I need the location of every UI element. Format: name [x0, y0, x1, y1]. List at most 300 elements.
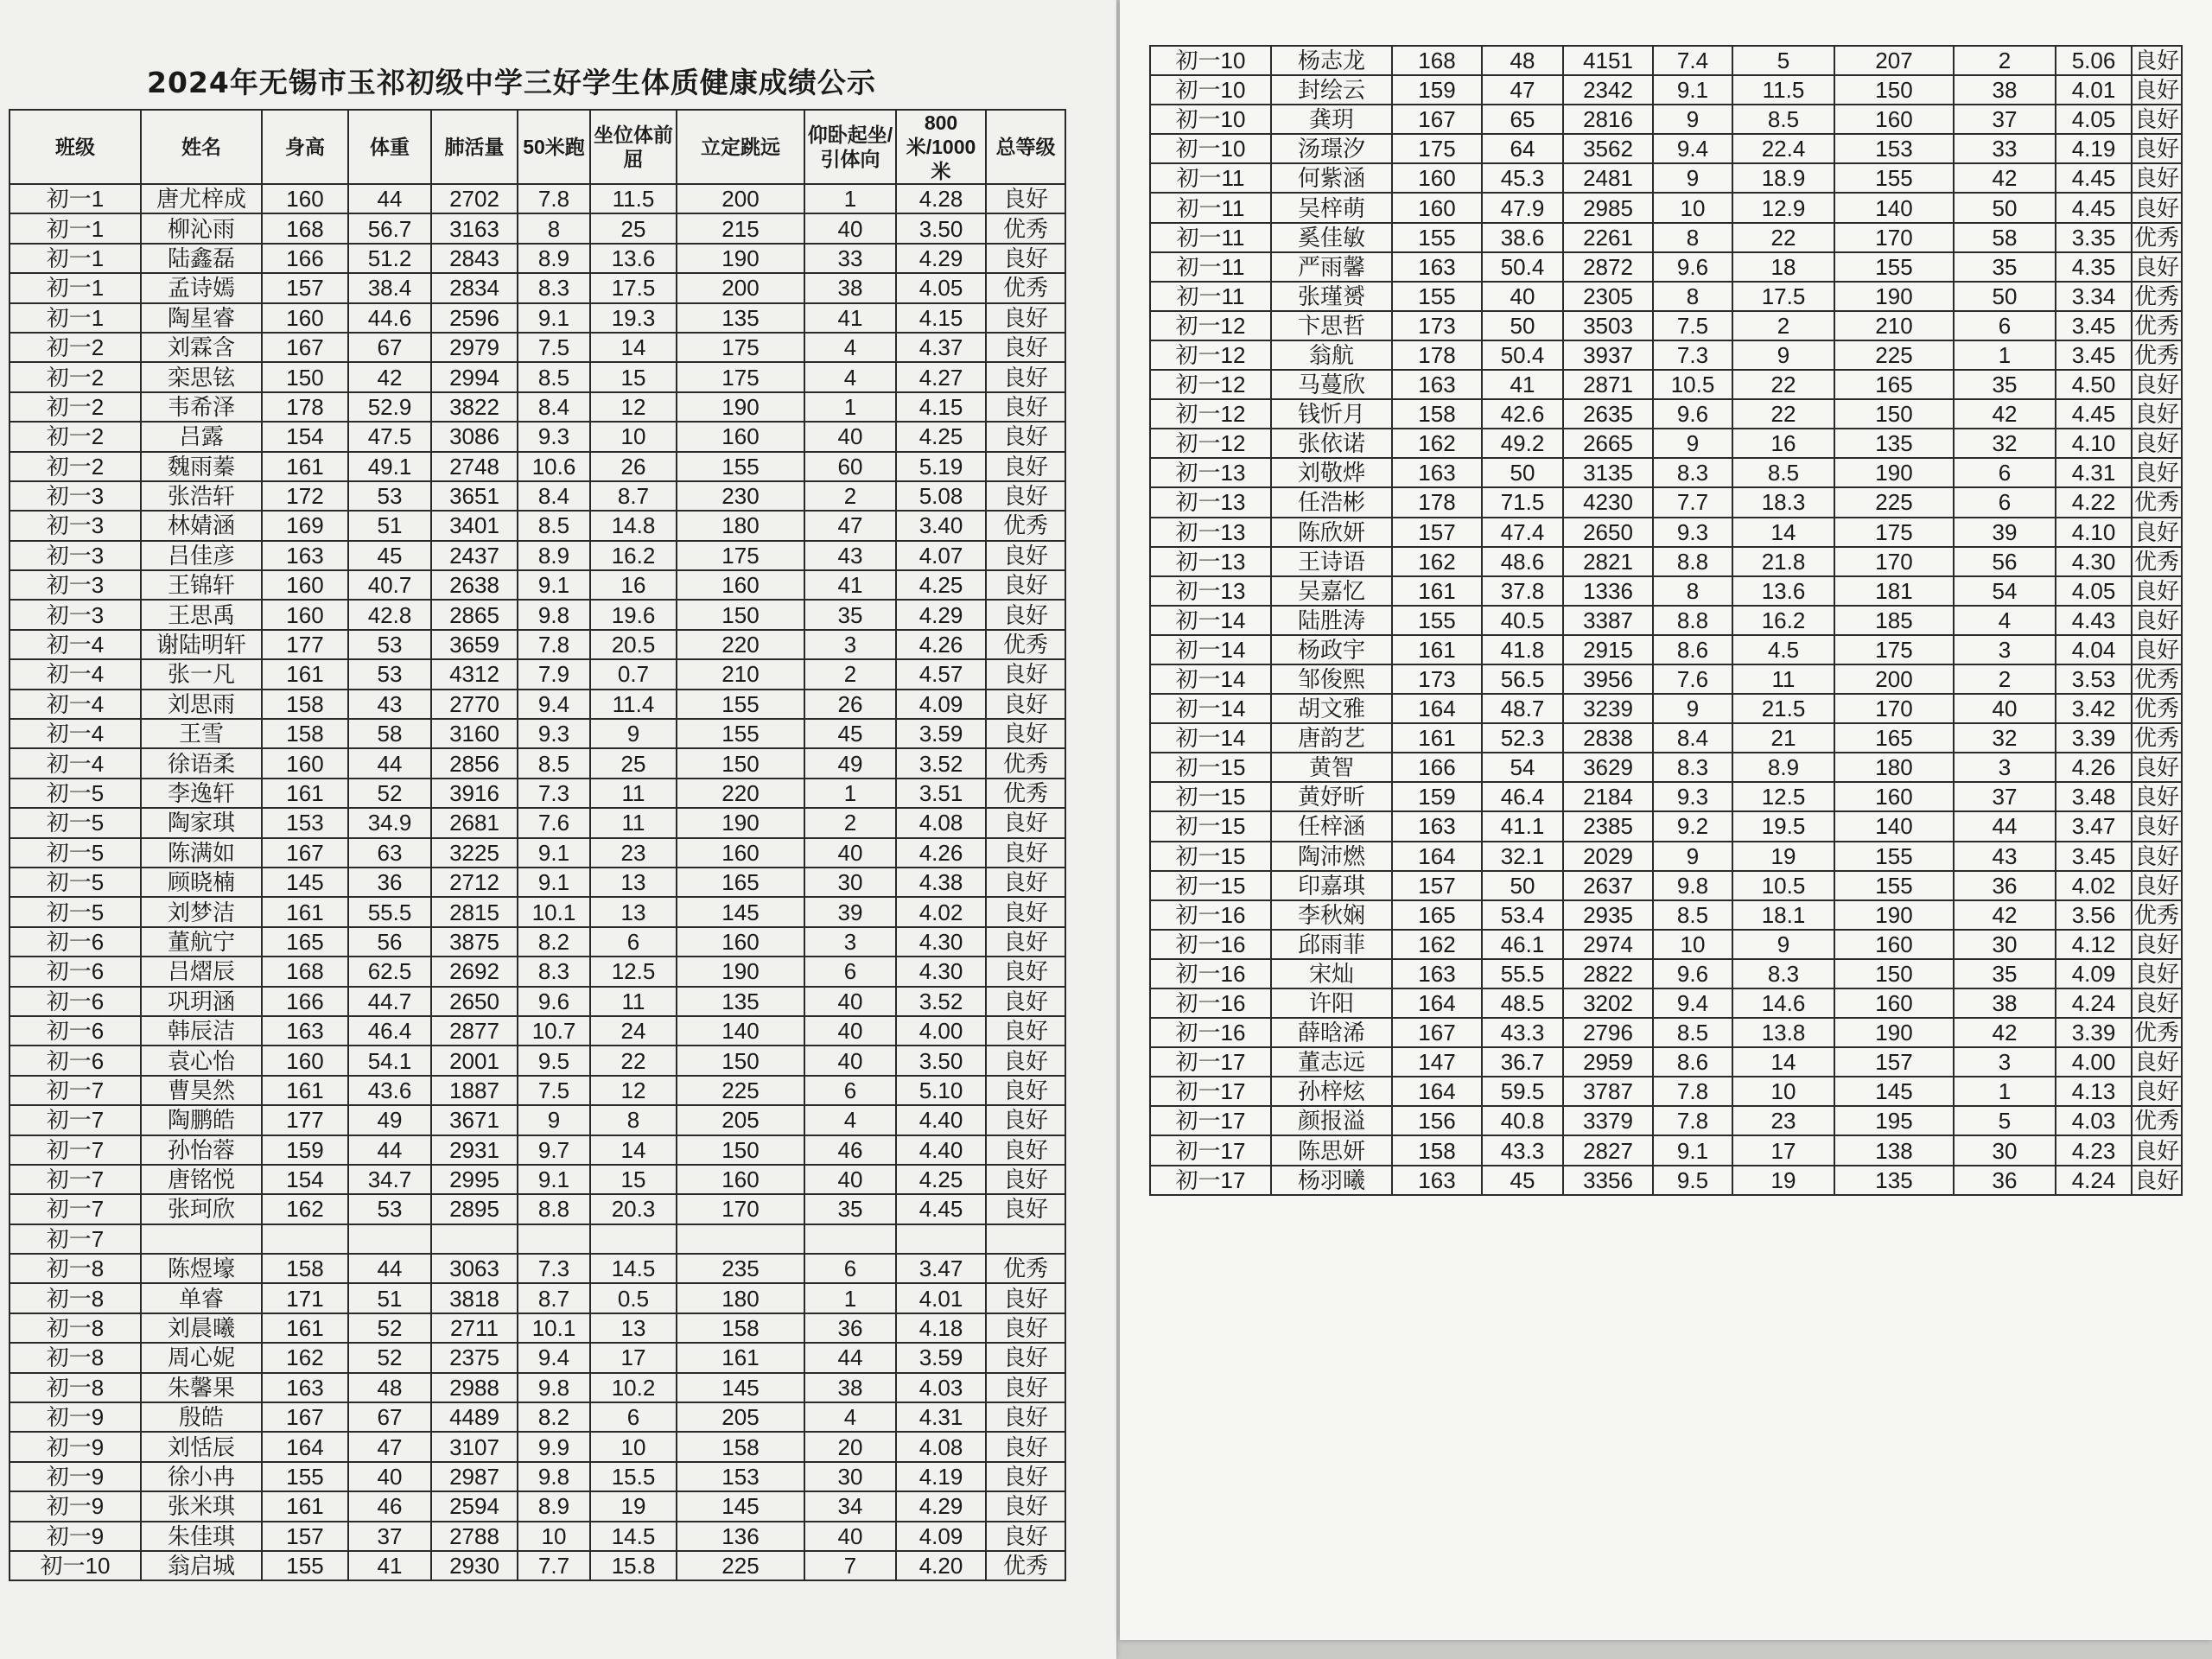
long-jump-cell: 150: [677, 600, 804, 629]
run-50m-cell: 7.7: [1653, 487, 1732, 517]
student-name-cell: 朱馨果: [141, 1373, 262, 1402]
table-row: [10, 630, 1065, 659]
sit-and-reach-cell: 11.5: [590, 184, 677, 213]
sit-and-reach-cell: 11: [590, 779, 677, 808]
student-name-cell: 张浩轩: [141, 481, 262, 511]
overall-grade-cell: 良好: [986, 808, 1065, 837]
long-jump-cell: 138: [1834, 1135, 1954, 1165]
run-800m-1000m-cell: 4.24: [2056, 988, 2132, 1018]
fitness-results-table-left: [9, 109, 1066, 1581]
class-cell: 初一5: [10, 838, 141, 868]
run-50m-cell: 8.9: [518, 244, 590, 273]
situps-pullups-cell: 26: [804, 690, 896, 719]
sit-and-reach-cell: 22: [590, 1046, 677, 1075]
overall-grade-cell: 良好: [986, 184, 1065, 213]
student-name-cell: 孙怡蓉: [141, 1135, 262, 1165]
weight-cell: 47.5: [348, 422, 431, 451]
class-cell: 初一12: [1150, 399, 1271, 429]
run-50m-cell: 8.5: [518, 748, 590, 778]
long-jump-cell: 150: [1834, 75, 1954, 105]
class-cell: 初一2: [10, 333, 141, 362]
run-50m-cell: 9.7: [518, 1135, 590, 1165]
lung-capacity-cell: 2001: [431, 1046, 518, 1075]
class-cell: 初一1: [10, 303, 141, 333]
long-jump-cell: 155: [677, 452, 804, 481]
run-800m-1000m-cell: 3.45: [2056, 842, 2132, 871]
long-jump-cell: 145: [677, 1373, 804, 1402]
height-cell: 154: [262, 1165, 348, 1194]
student-name-cell: 董志远: [1271, 1047, 1392, 1077]
class-cell: 初一6: [10, 1046, 141, 1075]
lung-capacity-cell: 3629: [1563, 753, 1653, 782]
run-800m-1000m-cell: 4.05: [2056, 105, 2132, 134]
weight-cell: 52: [348, 779, 431, 808]
sit-and-reach-cell: [590, 1224, 677, 1254]
long-jump-cell: 195: [1834, 1106, 1954, 1135]
weight-cell: 50: [1482, 458, 1563, 487]
run-800m-1000m-cell: 4.27: [896, 362, 986, 391]
run-800m-1000m-cell: 4.15: [896, 303, 986, 333]
lung-capacity-cell: 2385: [1563, 811, 1653, 841]
weight-cell: 46.1: [1482, 930, 1563, 959]
class-cell: 初一6: [10, 957, 141, 986]
run-50m-cell: 7.7: [518, 1551, 590, 1580]
table-row: [10, 452, 1065, 481]
class-cell: 初一8: [10, 1254, 141, 1283]
height-cell: 157: [1392, 871, 1482, 900]
long-jump-cell: 225: [677, 1076, 804, 1105]
run-800m-1000m-cell: 4.20: [896, 1551, 986, 1580]
class-cell: 初一3: [10, 570, 141, 600]
run-50m-cell: 8.2: [518, 1402, 590, 1432]
table-row: [1150, 606, 2182, 635]
overall-grade-cell: 良好: [2132, 252, 2182, 282]
lung-capacity-cell: 3503: [1563, 311, 1653, 340]
long-jump-cell: 153: [677, 1462, 804, 1491]
class-cell: 初一13: [1150, 458, 1271, 487]
height-cell: 161: [1392, 576, 1482, 606]
class-cell: 初一16: [1150, 930, 1271, 959]
overall-grade-cell: 良好: [986, 570, 1065, 600]
lung-capacity-cell: 4489: [431, 1402, 518, 1432]
run-800m-1000m-cell: 4.25: [896, 1165, 986, 1194]
weight-cell: 44: [348, 748, 431, 778]
height-cell: 164: [1392, 694, 1482, 723]
table-row: [1150, 576, 2182, 606]
run-50m-cell: 8.5: [1653, 900, 1732, 930]
student-name-cell: 王雪: [141, 719, 262, 748]
weight-cell: 37.8: [1482, 576, 1563, 606]
class-cell: 初一7: [10, 1105, 141, 1135]
table-row: [1150, 370, 2182, 399]
height-cell: 163: [1392, 811, 1482, 841]
sit-and-reach-cell: 4.5: [1732, 635, 1834, 664]
run-50m-cell: 9.5: [518, 1046, 590, 1075]
lung-capacity-cell: 1887: [431, 1076, 518, 1105]
sit-and-reach-cell: 18.3: [1732, 487, 1834, 517]
run-50m-cell: 9: [1653, 163, 1732, 193]
run-800m-1000m-cell: 4.25: [896, 570, 986, 600]
class-cell: 初一4: [10, 630, 141, 659]
overall-grade-cell: 良好: [2132, 458, 2182, 487]
sit-and-reach-cell: 8.5: [1732, 458, 1834, 487]
student-name-cell: 栾思铉: [141, 362, 262, 391]
situps-pullups-cell: 38: [804, 273, 896, 302]
class-cell: 初一10: [1150, 134, 1271, 163]
student-name-cell: 张瑾赟: [1271, 282, 1392, 311]
weight-cell: 40: [1482, 282, 1563, 311]
run-800m-1000m-cell: 4.57: [896, 659, 986, 689]
lung-capacity-cell: 2834: [431, 273, 518, 302]
height-cell: 163: [262, 1016, 348, 1046]
run-800m-1000m-cell: 4.40: [896, 1135, 986, 1165]
table-row: [10, 244, 1065, 273]
overall-grade-cell: 优秀: [2132, 723, 2182, 753]
run-800m-1000m-cell: 3.50: [896, 213, 986, 243]
situps-pullups-cell: 3: [1954, 635, 2056, 664]
long-jump-cell: 205: [677, 1402, 804, 1432]
overall-grade-cell: 良好: [986, 659, 1065, 689]
long-jump-cell: 180: [677, 511, 804, 540]
run-50m-cell: 9: [1653, 694, 1732, 723]
run-50m-cell: 8.4: [518, 481, 590, 511]
class-cell: 初一2: [10, 392, 141, 422]
overall-grade-cell: 良好: [986, 1165, 1065, 1194]
class-cell: 初一3: [10, 541, 141, 570]
run-50m-cell: 9.4: [518, 1343, 590, 1372]
situps-pullups-cell: 1: [804, 392, 896, 422]
student-name-cell: 奚佳敏: [1271, 223, 1392, 252]
overall-grade-cell: 良好: [986, 897, 1065, 926]
height-cell: 161: [1392, 635, 1482, 664]
class-cell: 初一15: [1150, 753, 1271, 782]
sit-and-reach-cell: 14.5: [590, 1254, 677, 1283]
student-name-cell: 曹昊然: [141, 1076, 262, 1105]
run-800m-1000m-cell: 4.26: [896, 630, 986, 659]
student-name-cell: 杨政宇: [1271, 635, 1392, 664]
overall-grade-cell: 良好: [986, 1343, 1065, 1372]
lung-capacity-cell: 2375: [431, 1343, 518, 1372]
overall-grade-cell: 良好: [986, 481, 1065, 511]
student-name-cell: [141, 1224, 262, 1254]
lung-capacity-cell: 3818: [431, 1283, 518, 1313]
table-row: [10, 1522, 1065, 1551]
weight-cell: 71.5: [1482, 487, 1563, 517]
run-800m-1000m-cell: 4.29: [896, 1491, 986, 1521]
sit-and-reach-cell: 9: [1732, 340, 1834, 370]
overall-grade-cell: 良好: [2132, 959, 2182, 988]
table-row: [10, 392, 1065, 422]
lung-capacity-cell: 3163: [431, 213, 518, 243]
run-800m-1000m-cell: 4.45: [2056, 163, 2132, 193]
sit-and-reach-cell: 11.5: [1732, 75, 1834, 105]
weight-cell: 50: [1482, 311, 1563, 340]
lung-capacity-cell: 2029: [1563, 842, 1653, 871]
run-50m-cell: 9.3: [518, 422, 590, 451]
table-row: [10, 808, 1065, 837]
run-800m-1000m-cell: 3.53: [2056, 664, 2132, 694]
sit-and-reach-cell: 15.5: [590, 1462, 677, 1491]
overall-grade-cell: 良好: [2132, 75, 2182, 105]
overall-grade-cell: 良好: [986, 333, 1065, 362]
student-name-cell: 任梓涵: [1271, 811, 1392, 841]
class-cell: 初一16: [1150, 988, 1271, 1018]
table-row: [10, 362, 1065, 391]
sit-and-reach-cell: 9: [590, 719, 677, 748]
long-jump-cell: 165: [677, 868, 804, 897]
class-cell: 初一13: [1150, 547, 1271, 576]
lung-capacity-cell: 2872: [1563, 252, 1653, 282]
weight-cell: 48: [348, 1373, 431, 1402]
sit-and-reach-cell: 8.3: [1732, 959, 1834, 988]
header-50m-run: 50米跑: [518, 110, 590, 184]
student-name-cell: 林婧涵: [141, 511, 262, 540]
overall-grade-cell: 良好: [2132, 1166, 2182, 1195]
weight-cell: 44.7: [348, 987, 431, 1016]
student-name-cell: 李秋娴: [1271, 900, 1392, 930]
situps-pullups-cell: 2: [1954, 46, 2056, 75]
run-50m-cell: 9.4: [1653, 988, 1732, 1018]
table-row: [10, 1343, 1065, 1372]
weight-cell: 42.8: [348, 600, 431, 629]
run-800m-1000m-cell: 4.30: [2056, 547, 2132, 576]
sit-and-reach-cell: 17: [1732, 1135, 1834, 1165]
situps-pullups-cell: 41: [804, 570, 896, 600]
overall-grade-cell: 良好: [986, 1402, 1065, 1432]
overall-grade-cell: 良好: [2132, 842, 2182, 871]
situps-pullups-cell: 6: [1954, 311, 2056, 340]
sit-and-reach-cell: 19: [1732, 1166, 1834, 1195]
overall-grade-cell: 良好: [986, 987, 1065, 1016]
table-row: [1150, 1166, 2182, 1195]
overall-grade-cell: 良好: [2132, 370, 2182, 399]
sit-and-reach-cell: 23: [1732, 1106, 1834, 1135]
run-800m-1000m-cell: 4.19: [2056, 134, 2132, 163]
overall-grade-cell: 良好: [2132, 429, 2182, 458]
weight-cell: 40.8: [1482, 1106, 1563, 1135]
long-jump-cell: 200: [1834, 664, 1954, 694]
student-name-cell: 陈思妍: [1271, 1135, 1392, 1165]
table-row: [1150, 429, 2182, 458]
situps-pullups-cell: 35: [804, 1194, 896, 1224]
student-name-cell: 卞思哲: [1271, 311, 1392, 340]
height-cell: 160: [262, 600, 348, 629]
height-cell: 162: [1392, 930, 1482, 959]
situps-pullups-cell: 5: [1954, 1106, 2056, 1135]
overall-grade-cell: 良好: [986, 1076, 1065, 1105]
student-name-cell: 陈欣妍: [1271, 518, 1392, 547]
run-50m-cell: 9.1: [518, 868, 590, 897]
weight-cell: 52.3: [1482, 723, 1563, 753]
table-row: [10, 511, 1065, 540]
table-row: [10, 748, 1065, 778]
height-cell: 161: [262, 452, 348, 481]
lung-capacity-cell: 3160: [431, 719, 518, 748]
height-cell: 161: [262, 1076, 348, 1105]
student-name-cell: 王诗语: [1271, 547, 1392, 576]
sit-and-reach-cell: 14: [1732, 1047, 1834, 1077]
long-jump-cell: 200: [677, 273, 804, 302]
overall-grade-cell: 优秀: [2132, 340, 2182, 370]
overall-grade-cell: 良好: [2132, 635, 2182, 664]
table-header-row: [10, 110, 1065, 184]
weight-cell: 56: [348, 927, 431, 957]
class-cell: 初一7: [10, 1135, 141, 1165]
header-800m-1000m: 800米/1000米: [896, 110, 986, 184]
table-row: [1150, 311, 2182, 340]
student-name-cell: 孙梓炫: [1271, 1077, 1392, 1106]
sit-and-reach-cell: 12.5: [1732, 782, 1834, 811]
sit-and-reach-cell: 11: [590, 987, 677, 1016]
table-row: [1150, 988, 2182, 1018]
weight-cell: 50.4: [1482, 252, 1563, 282]
overall-grade-cell: 良好: [986, 541, 1065, 570]
run-50m-cell: 9.8: [518, 600, 590, 629]
student-name-cell: 巩玥涵: [141, 987, 262, 1016]
class-cell: 初一3: [10, 600, 141, 629]
class-cell: 初一5: [10, 897, 141, 926]
long-jump-cell: 200: [677, 184, 804, 213]
height-cell: 155: [262, 1462, 348, 1491]
table-row: [1150, 1018, 2182, 1047]
run-50m-cell: 8.5: [1653, 1018, 1732, 1047]
long-jump-cell: 170: [677, 1194, 804, 1224]
class-cell: 初一3: [10, 511, 141, 540]
weight-cell: 43.6: [348, 1076, 431, 1105]
overall-grade-cell: 优秀: [986, 748, 1065, 778]
student-name-cell: 韦希泽: [141, 392, 262, 422]
class-cell: 初一10: [10, 1551, 141, 1580]
class-cell: 初一17: [1150, 1135, 1271, 1165]
run-50m-cell: 10: [518, 1522, 590, 1551]
table-row: [1150, 282, 2182, 311]
table-row: [10, 481, 1065, 511]
sit-and-reach-cell: 17: [590, 1343, 677, 1372]
sit-and-reach-cell: 8.9: [1732, 753, 1834, 782]
class-cell: 初一1: [10, 273, 141, 302]
table-row: [10, 1165, 1065, 1194]
situps-pullups-cell: 32: [1954, 723, 2056, 753]
run-50m-cell: 8: [1653, 223, 1732, 252]
situps-pullups-cell: 36: [1954, 1166, 2056, 1195]
weight-cell: 44.6: [348, 303, 431, 333]
situps-pullups-cell: 35: [804, 600, 896, 629]
lung-capacity-cell: 3651: [431, 481, 518, 511]
table-row: [1150, 782, 2182, 811]
height-cell: 177: [262, 1105, 348, 1135]
lung-capacity-cell: 2770: [431, 690, 518, 719]
student-name-cell: 陶沛燃: [1271, 842, 1392, 871]
height-cell: 160: [262, 1046, 348, 1075]
student-name-cell: 黄妤昕: [1271, 782, 1392, 811]
sit-and-reach-cell: 22: [1732, 370, 1834, 399]
situps-pullups-cell: 30: [804, 1462, 896, 1491]
run-50m-cell: 9.1: [518, 570, 590, 600]
situps-pullups-cell: 4: [804, 1105, 896, 1135]
lung-capacity-cell: 2261: [1563, 223, 1653, 252]
table-row: [10, 1016, 1065, 1046]
table-row: [10, 1432, 1065, 1461]
height-cell: 163: [262, 1373, 348, 1402]
situps-pullups-cell: 35: [1954, 959, 2056, 988]
run-50m-cell: 9: [1653, 842, 1732, 871]
class-cell: 初一9: [10, 1522, 141, 1551]
run-800m-1000m-cell: 3.47: [896, 1254, 986, 1283]
run-800m-1000m-cell: 5.19: [896, 452, 986, 481]
long-jump-cell: 190: [1834, 458, 1954, 487]
student-name-cell: 张珂欣: [141, 1194, 262, 1224]
table-row: [10, 1491, 1065, 1521]
weight-cell: 42.6: [1482, 399, 1563, 429]
situps-pullups-cell: 50: [1954, 282, 2056, 311]
height-cell: 166: [262, 987, 348, 1016]
weight-cell: 41: [348, 1551, 431, 1580]
height-cell: 164: [1392, 988, 1482, 1018]
run-800m-1000m-cell: 4.28: [896, 184, 986, 213]
sit-and-reach-cell: 14.5: [590, 1522, 677, 1551]
overall-grade-cell: [986, 1224, 1065, 1254]
sit-and-reach-cell: 0.7: [590, 659, 677, 689]
height-cell: 161: [262, 779, 348, 808]
run-50m-cell: 9.1: [1653, 1135, 1732, 1165]
long-jump-cell: 190: [677, 392, 804, 422]
overall-grade-cell: 良好: [2132, 576, 2182, 606]
run-800m-1000m-cell: 4.45: [896, 1194, 986, 1224]
sit-and-reach-cell: 8: [590, 1105, 677, 1135]
long-jump-cell: 150: [1834, 959, 1954, 988]
sit-and-reach-cell: 10: [590, 1432, 677, 1461]
student-name-cell: 陈煜壕: [141, 1254, 262, 1283]
sit-and-reach-cell: 25: [590, 748, 677, 778]
height-cell: 167: [1392, 1018, 1482, 1047]
run-800m-1000m-cell: 4.03: [896, 1373, 986, 1402]
student-name-cell: 刘晨曦: [141, 1313, 262, 1343]
situps-pullups-cell: 40: [804, 838, 896, 868]
weight-cell: 43: [348, 690, 431, 719]
lung-capacity-cell: 3225: [431, 838, 518, 868]
table-row: [10, 1402, 1065, 1432]
run-50m-cell: 8: [1653, 576, 1732, 606]
table-body-right: [1150, 46, 2182, 1195]
situps-pullups-cell: 60: [804, 452, 896, 481]
table-row: [10, 1313, 1065, 1343]
student-name-cell: 杨羽曦: [1271, 1166, 1392, 1195]
situps-pullups-cell: 30: [804, 868, 896, 897]
header-situps-pullups: 仰卧起坐/引体向: [804, 110, 896, 184]
weight-cell: 45: [348, 541, 431, 570]
sit-and-reach-cell: 11: [1732, 664, 1834, 694]
weight-cell: 41.1: [1482, 811, 1563, 841]
run-50m-cell: 9: [518, 1105, 590, 1135]
weight-cell: 67: [348, 333, 431, 362]
overall-grade-cell: 良好: [2132, 988, 2182, 1018]
student-name-cell: 刘梦洁: [141, 897, 262, 926]
height-cell: 161: [262, 1491, 348, 1521]
student-name-cell: 宋灿: [1271, 959, 1392, 988]
lung-capacity-cell: 2856: [431, 748, 518, 778]
run-50m-cell: 9.6: [1653, 959, 1732, 988]
situps-pullups-cell: 37: [1954, 782, 2056, 811]
long-jump-cell: 175: [1834, 518, 1954, 547]
overall-grade-cell: 良好: [986, 303, 1065, 333]
weight-cell: 32.1: [1482, 842, 1563, 871]
student-name-cell: 马蔓欣: [1271, 370, 1392, 399]
height-cell: 178: [1392, 340, 1482, 370]
situps-pullups-cell: [804, 1224, 896, 1254]
sit-and-reach-cell: 6: [590, 927, 677, 957]
lung-capacity-cell: 3202: [1563, 988, 1653, 1018]
sit-and-reach-cell: 21.8: [1732, 547, 1834, 576]
